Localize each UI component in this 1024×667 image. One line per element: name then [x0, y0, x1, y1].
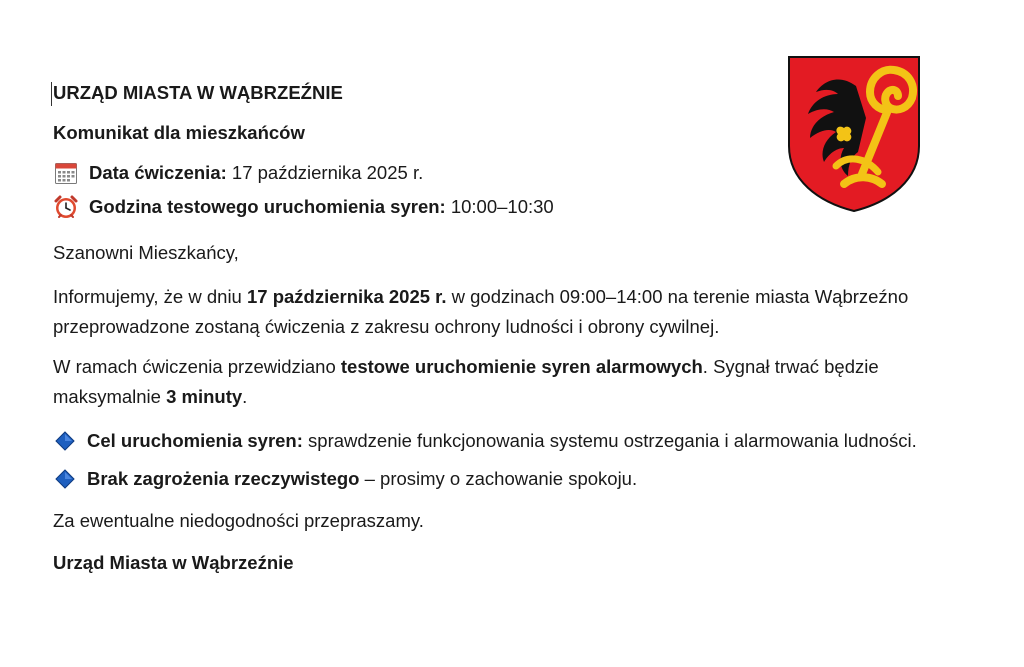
time-value: 10:00–10:30: [445, 196, 554, 217]
info-paragraph: [53, 282, 953, 342]
scope-bold-2: 3 minuty: [166, 386, 243, 407]
calendar-icon: [53, 160, 79, 186]
time-label: Godzina testowego uruchomienia syren:: [89, 196, 446, 217]
no-threat-label: Brak zagrożenia rzeczywistego: [87, 468, 360, 489]
date-label: Data ćwiczenia:: [89, 162, 227, 183]
text-cursor: [51, 82, 52, 106]
scope-text-1: W ramach ćwiczenia przewidziano: [53, 356, 341, 377]
apology-line: Za ewentualne niedogodności przepraszamy.: [53, 510, 424, 531]
no-threat-bullet: [53, 464, 953, 494]
info-text-2: w godzinach 09:00–14:00 na terenie miasta Wąbrzeźno przeprowadzone zostaną ćwiczenia z zakresu ochrony ludności i obrony cywilnej.: [53, 286, 914, 337]
notice-subtitle: Komunikat dla mieszkańców: [53, 122, 305, 143]
siren-time-line: [53, 190, 953, 224]
scope-bold-1: testowe uruchomienie syren alarmowych: [340, 356, 703, 377]
document-body: [53, 78, 953, 578]
info-date-bold: 17 października 2025 r.: [246, 286, 447, 307]
alarm-clock-icon: [53, 194, 79, 220]
scope-text-3: .: [242, 386, 248, 407]
diamond-bullet-icon: [55, 468, 75, 488]
diamond-bullet-icon: [55, 430, 75, 450]
greeting: Szanowni Mieszkańcy,: [53, 242, 239, 263]
purpose-label: Cel uruchomienia syren:: [87, 430, 303, 451]
no-threat-text: – prosimy o zachowanie spokoju.: [359, 468, 638, 489]
info-text-1: Informujemy, że w dniu: [53, 286, 247, 307]
purpose-text: sprawdzenie funkcjonowania systemu ostrzegania i alarmowania ludności.: [302, 430, 917, 451]
exercise-scope-paragraph: [53, 352, 953, 412]
exercise-date-line: [53, 156, 953, 190]
purpose-bullet: [53, 426, 953, 456]
scope-text-2: . Sygnał trwać będzie maksymalnie: [53, 356, 884, 407]
signature: Urząd Miasta w Wąbrzeźnie: [53, 552, 294, 573]
date-value: 17 października 2025 r.: [226, 162, 424, 183]
office-title: URZĄD MIASTA W WĄBRZEŹNIE: [53, 82, 343, 103]
